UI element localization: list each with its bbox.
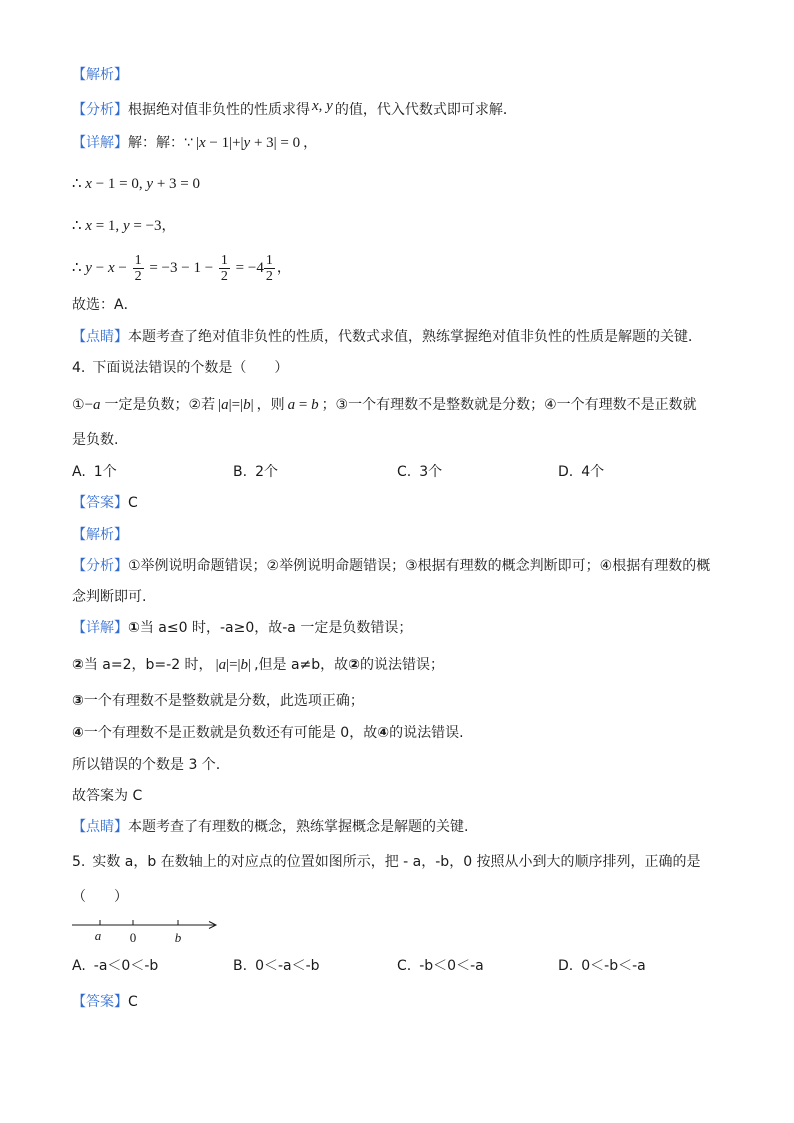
math-token: − 1|+| [205, 135, 244, 151]
math-token: | [250, 397, 254, 413]
fraction-half [264, 253, 275, 284]
var-x: x [85, 218, 92, 234]
q3-fenxi-label: 【分析】 [72, 102, 128, 118]
fraction-numerator: 1 [220, 252, 228, 268]
label-b: b [174, 930, 182, 945]
q3-xiangjie-text: 解：解：∵ [128, 135, 193, 151]
option-letter: C. [397, 464, 412, 480]
statement-text: ，则 [256, 397, 285, 413]
var-y: y [85, 260, 92, 276]
var-separator: , [318, 98, 327, 114]
option-text: -b＜0＜-a [419, 958, 484, 974]
label-zero: 0 [129, 930, 137, 945]
var-y: y [326, 98, 333, 114]
q4-stem: 下面说法错误的个数是（ ） [92, 360, 289, 376]
q3-step3 [72, 250, 291, 286]
q4-statements-cont: 是负数. [72, 432, 119, 448]
math-token: | [195, 135, 199, 151]
therefore-symbol: ∴ [72, 218, 86, 234]
var-x: x [198, 135, 206, 151]
minus-sign: − [91, 260, 108, 276]
var-x: x [312, 98, 319, 114]
math-token: | [248, 657, 252, 673]
q4-dianjing-line [72, 817, 468, 837]
q3-dianjing-line [72, 327, 702, 347]
q4-fenxi-cont: 念判断即可. [72, 589, 147, 605]
option-text: 0＜-a＜-b [255, 958, 320, 974]
detail-text: 一个有理数不是正数就是负数还有可能是 0，故 [83, 725, 378, 741]
abs-equation [196, 135, 300, 151]
equality [288, 397, 319, 413]
var-a: a [287, 397, 296, 413]
circled-number: ① [72, 397, 85, 413]
q4-dianjing-text: 本题考查了有理数的概念，熟练掌握概念是解题的关键. [128, 819, 469, 835]
fraction-numerator: 1 [265, 252, 273, 268]
q4-answer-label: 【答案】 [72, 495, 128, 511]
option-text: 3个 [419, 464, 443, 480]
q4-fenxi-line [72, 556, 710, 576]
option-text: 0＜-b＜-a [581, 958, 646, 974]
detail-text: 的说法错误. [389, 725, 464, 741]
option-letter: C. [397, 958, 412, 974]
var-a: a [218, 657, 227, 673]
var-y: y [122, 218, 130, 234]
var-b: b [243, 397, 251, 413]
q4-conclusion: 所以错误的个数是 3 个. [72, 757, 221, 773]
abs-equality [216, 657, 252, 673]
math-token: − 1 = 0, [91, 176, 147, 192]
q4-xiangjie-label: 【详解】 [72, 620, 128, 636]
q4-fenxi-text: ①举例说明命题错误；②举例说明命题错误；③根据有理数的概念判断即可；④根据有理数的概 [128, 558, 711, 574]
q3-fenxi-variables [312, 98, 333, 114]
option-text: 4个 [581, 464, 605, 480]
option-text: 2个 [255, 464, 278, 480]
q5-option-b [233, 956, 320, 976]
math-token: = −3 [129, 218, 162, 234]
q4-fenxi-label: 【分析】 [72, 558, 128, 574]
option-letter: D. [558, 958, 574, 974]
q5-answer-label: 【答案】 [72, 994, 128, 1010]
q5-answer: C [128, 994, 138, 1010]
q5-stem-line [72, 852, 701, 872]
var-a: a [221, 397, 229, 413]
option-letter: B. [233, 958, 248, 974]
statement-text: ；③一个有理数不是整数就是分数；④一个有理数不是正数就 [321, 397, 697, 413]
q3-dianjing-label: 【点睛】 [72, 329, 128, 345]
q4-stem-line [72, 358, 288, 378]
minus-sign: − [114, 260, 131, 276]
math-token: = 1, [91, 218, 123, 234]
fraction-numerator: 1 [134, 252, 142, 268]
var-y: y [243, 135, 251, 151]
q3-step1 [72, 174, 200, 194]
q5-stem: 实数 a，b 在数轴上的对应点的位置如图所示，把 - a，-b，0 按照从小到大的顺序排列，正确的是 [92, 854, 701, 870]
math-token: | [218, 397, 222, 413]
q3-xiangjie-line [72, 133, 317, 153]
q4-option-b [233, 462, 278, 482]
math-token: |=| [226, 657, 241, 673]
statement-text: 一定是负数；②若 [104, 397, 216, 413]
math-token: = −4 [231, 260, 264, 276]
q4-jiexi-line [72, 525, 128, 545]
var-b: b [240, 657, 249, 673]
punctuation: ， [303, 135, 318, 151]
q4-detail-1 [72, 618, 412, 638]
circled-number: ② [72, 657, 84, 673]
q3-fenxi-line [72, 100, 517, 120]
q3-jiexi-label: 【解析】 [72, 67, 128, 83]
circled-number: ③ [72, 693, 84, 709]
var-y: y [146, 176, 154, 192]
q5-blank: （ ） [72, 889, 128, 905]
q3-jiexi-line [72, 65, 128, 85]
q4-detail-2 [72, 655, 444, 675]
math-token: |=| [228, 397, 244, 413]
q3-fenxi-text-start: 根据绝对值非负性的性质求得 [128, 102, 310, 118]
q4-option-c [397, 462, 442, 482]
q4-number: 4. [72, 360, 86, 376]
detail-text: ,但是 a≠b，故 [254, 657, 349, 673]
q4-detail-3 [72, 691, 364, 711]
minus-sign: − [84, 397, 94, 413]
math-token: = −3 − 1 − [145, 260, 217, 276]
detail-text: 当 a=2，b=-2 时， [83, 657, 213, 673]
detail-text: 的说法错误； [360, 657, 445, 673]
var-b: b [311, 397, 319, 413]
punctuation: ， [276, 260, 291, 276]
q4-answer-line [72, 493, 138, 513]
q3-result: 故选：A． [72, 297, 138, 313]
circled-number: ① [128, 620, 140, 636]
circled-number: ④ [377, 725, 390, 741]
option-letter: D. [558, 464, 574, 480]
q4-jiexi-label: 【解析】 [72, 527, 128, 543]
therefore-symbol: ∴ [72, 260, 86, 276]
q3-dianjing-text: 本题考查了绝对值非负性的性质，代数式求值，熟练掌握绝对值非负性的性质是解题的关键． [128, 329, 702, 345]
q5-option-d [558, 956, 646, 976]
q5-number: 5. [72, 854, 86, 870]
option-text: -a＜0＜-b [93, 958, 159, 974]
q5-option-a [72, 956, 158, 976]
var-a: a [93, 397, 101, 413]
q4-dianjing-label: 【点睛】 [72, 819, 128, 835]
option-letter: A. [72, 464, 86, 480]
circled-number: ④ [72, 725, 84, 741]
equals-sign: = [295, 397, 312, 413]
therefore-symbol: ∴ [72, 176, 86, 192]
var-x: x [85, 176, 92, 192]
math-token: + 3| = 0 [250, 135, 301, 151]
detail-text: 一个有理数不是整数就是分数，此选项正确； [83, 693, 364, 709]
q3-step2 [72, 216, 176, 236]
q4-final-answer: 故答案为 C [72, 788, 143, 804]
option-letter: A. [72, 958, 86, 974]
var-x: x [107, 260, 115, 276]
q4-option-d [558, 462, 604, 482]
math-token: + 3 = 0 [153, 176, 200, 192]
q5-option-c [397, 956, 484, 976]
option-letter: B. [233, 464, 248, 480]
punctuation: ， [161, 218, 176, 234]
fraction-half [219, 253, 230, 284]
fraction-denominator: 2 [265, 268, 273, 284]
q4-statements-line [72, 395, 697, 415]
fraction-half [133, 253, 144, 284]
q4-answer: C [128, 495, 138, 511]
fraction-denominator: 2 [220, 268, 228, 284]
number-line [70, 910, 222, 946]
circled-number: ② [348, 657, 361, 673]
math-token: | [215, 657, 219, 673]
option-text: 1个 [93, 464, 117, 480]
q4-detail-4 [72, 723, 464, 743]
fraction-denominator: 2 [134, 268, 142, 284]
q4-option-a [72, 462, 117, 482]
q5-answer-line [72, 992, 138, 1012]
q3-fenxi-text-end: 的值，代入代数式即可求解． [334, 102, 517, 118]
detail-text: 当 a≤0 时，-a≥0，故-a 一定是负数错误； [139, 620, 413, 636]
abs-equality [218, 397, 254, 413]
label-a: a [94, 928, 102, 943]
q3-xiangjie-label: 【详解】 [72, 135, 128, 151]
